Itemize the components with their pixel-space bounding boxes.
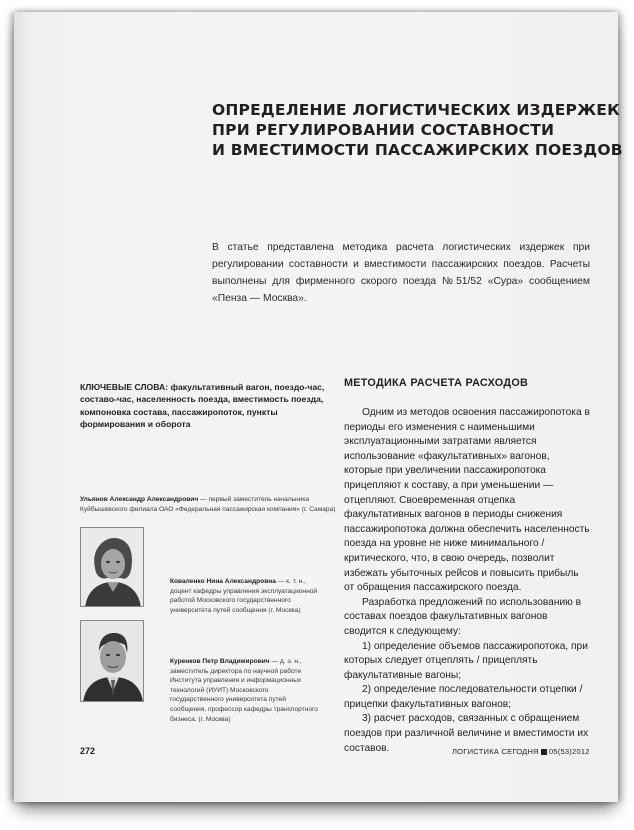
journal-issue: 05(53)2012	[548, 747, 590, 756]
keywords-block	[80, 381, 330, 431]
author-info: — д. э. н., заместитель директора по научной работе Института управления и информационных технологий (ИУИТ) Московского государственного университета путей сообщения, профессор кафедры транспортного бизнеса. (г. Москва)	[170, 658, 318, 723]
keywords-text: факультативный вагон, поездо-час, составо-час, населенность поезда, вместимость поезда, компоновка состава, пассажиропоток, пункты формирования и оборота	[80, 382, 325, 430]
list-item: 2) определение последовательности отцепки / прицепки факультативных вагонов;	[344, 684, 583, 710]
body-paragraph: Разработка предложений по использованию в составах поездов факультативных вагонов сводится к следующему:	[344, 596, 582, 637]
journal-name: ЛОГИСТИКА СЕГОДНЯ	[452, 747, 539, 756]
journal-footer	[452, 747, 590, 756]
author-name: Ульянов Александр Александрович	[80, 496, 199, 503]
article-title	[212, 100, 623, 160]
author-name: Коваленко Нина Александровна	[170, 578, 276, 585]
author-info: — первый заместитель начальника Куйбышевского филиала ОАО «Федеральная пассажирская компания» (г. Самара)	[80, 496, 336, 513]
square-separator-icon	[541, 749, 547, 755]
journal-page	[14, 12, 623, 802]
section-heading: МЕТОДИКА РАСЧЕТА РАСХОДОВ	[344, 377, 529, 389]
title-line: ПРИ РЕГУЛИРОВАНИИ СОСТАВНОСТИ	[212, 121, 555, 139]
page-number: 272	[80, 746, 96, 756]
author-kovalenko	[170, 577, 320, 615]
body-paragraph: Одним из методов освоения пассажиропотока в периоды его изменения с наименьшими эксплуатационными затратами является использование «факультативных» вагонов, которые при увеличении пассажиропотока прицепляют к составу, а при уменьшении — отцепляют. Своевременная отцепка факультативных вагонов в периоды снижения пассажиропотока должна обеспечить населенность поезда на уровне не ниже минимального / критического, что, в свою очередь, позволит избежать убыточных рейсов и повысить прибыль от обращения пассажирского поезда.	[344, 407, 590, 594]
portrait-woman-icon	[81, 528, 144, 607]
title-line: И ВМЕСТИМОСТИ ПАССАЖИРСКИХ ПОЕЗДОВ	[212, 141, 623, 159]
author-photo-kurenkov	[80, 620, 144, 702]
author-kurenkov	[170, 657, 320, 724]
section-body	[344, 406, 590, 756]
author-name: Куренков Петр Владимирович	[170, 658, 270, 665]
article-abstract: В статье представлена методика расчета логистических издержек при регулировании составности и вместимости пассажирских поездов. Расчеты выполнены для фирменного скорого поезда №51/52 «Сура» сообщением «Пенза — Москва».	[212, 242, 590, 304]
portrait-man-icon	[81, 621, 144, 702]
title-line: ОПРЕДЕЛЕНИЕ ЛОГИСТИЧЕСКИХ ИЗДЕРЖЕК	[212, 101, 620, 119]
list-item: 3) расчет расходов, связанных с обращением поездов при различной величине и вместимости их составов.	[344, 713, 589, 754]
author-info: — к. т. н., доцент кафедры управления эксплуатационной работой Московского государственного университета путей сообщения (г. Москва)	[170, 578, 318, 614]
author-ulyanov	[80, 495, 336, 514]
list-item: 1) определение объемов пассажиропотока, при которых следует отцеплять / прицеплять факультативные вагоны;	[344, 640, 588, 681]
author-photo-kovalenko	[80, 527, 144, 607]
keywords-label: КЛЮЧЕВЫЕ СЛОВА:	[80, 382, 169, 392]
